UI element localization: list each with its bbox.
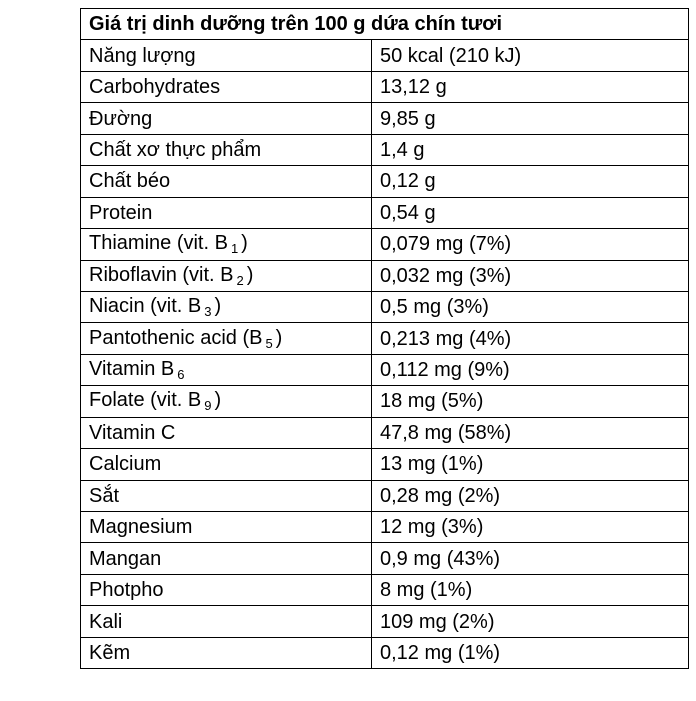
- nutrient-name: Niacin (vit. B: [89, 295, 202, 318]
- table-row: [81, 606, 689, 637]
- nutrient-name: Năng lượng: [89, 44, 196, 67]
- nutrient-subscript: 9: [204, 398, 212, 414]
- nutrient-value: 50 kcal (210 kJ): [372, 40, 689, 71]
- table-row: [81, 354, 689, 385]
- nutrient-name-suffix: ): [214, 389, 222, 412]
- nutrient-name: Vitamin B: [89, 358, 175, 381]
- table-row: [81, 166, 689, 197]
- table-row: [81, 417, 689, 448]
- nutrient-name-cell: [81, 71, 372, 102]
- nutrient-name-cell: [81, 323, 372, 354]
- nutrient-name: Kẽm: [89, 641, 131, 664]
- table-row: [81, 229, 689, 260]
- nutrient-name: Photpho: [89, 579, 164, 602]
- table-row: [81, 543, 689, 574]
- nutrient-value: 0,213 mg (4%): [372, 323, 689, 354]
- nutrient-subscript: 3: [204, 304, 212, 320]
- nutrient-value: 0,079 mg (7%): [372, 229, 689, 260]
- nutrient-name-suffix: ): [275, 326, 283, 349]
- nutrient-subscript: 5: [265, 335, 273, 351]
- table-title: Giá trị dinh dưỡng trên 100 g dứa chín tươi: [81, 9, 689, 40]
- nutrient-name-suffix: ): [246, 263, 254, 286]
- table-row: [81, 386, 689, 417]
- table-title-row: [81, 9, 689, 40]
- table-row: [81, 260, 689, 291]
- nutrient-name: Chất xơ thực phẩm: [89, 138, 262, 161]
- nutrient-value: 109 mg (2%): [372, 606, 689, 637]
- nutrient-name: Kali: [89, 610, 123, 633]
- nutrient-value: 0,12 mg (1%): [372, 637, 689, 668]
- nutrient-name: Sắt: [89, 484, 120, 507]
- nutrient-value: 0,112 mg (9%): [372, 354, 689, 385]
- nutrient-name-cell: [81, 229, 372, 260]
- nutrient-value: 9,85 g: [372, 103, 689, 134]
- nutrient-name-suffix: ): [241, 232, 248, 255]
- nutrient-name: Folate (vit. B: [89, 389, 202, 412]
- nutrient-value: 0,28 mg (2%): [372, 480, 689, 511]
- table-row: [81, 134, 689, 165]
- nutrient-value: 18 mg (5%): [372, 386, 689, 417]
- table-row: [81, 103, 689, 134]
- nutrition-table-body: [81, 9, 689, 669]
- nutrient-name: Đường: [89, 107, 153, 130]
- table-row: [81, 323, 689, 354]
- nutrient-name-cell: [81, 40, 372, 71]
- nutrient-name-cell: [81, 449, 372, 480]
- nutrient-name: Vitamin C: [89, 421, 176, 444]
- table-row: [81, 574, 689, 605]
- nutrient-name: Carbohydrates: [89, 76, 221, 99]
- nutrient-value: 13 mg (1%): [372, 449, 689, 480]
- nutrient-name: Pantothenic acid (B: [89, 326, 263, 349]
- nutrient-value: 13,12 g: [372, 71, 689, 102]
- nutrient-name-cell: [81, 260, 372, 291]
- nutrient-name-cell: [81, 480, 372, 511]
- table-row: [81, 512, 689, 543]
- nutrient-value: 8 mg (1%): [372, 574, 689, 605]
- nutrient-name-cell: [81, 197, 372, 228]
- nutrient-name-cell: [81, 291, 372, 322]
- nutrient-name-cell: [81, 574, 372, 605]
- nutrient-name-cell: [81, 134, 372, 165]
- nutrient-name: Calcium: [89, 453, 162, 476]
- nutrient-name-suffix: ): [214, 295, 222, 318]
- nutrient-name-cell: [81, 417, 372, 448]
- table-row: [81, 449, 689, 480]
- nutrient-name-cell: [81, 103, 372, 134]
- nutrient-name: Thiamine (vit. B: [89, 232, 228, 255]
- nutrient-value: 0,12 g: [372, 166, 689, 197]
- table-row: [81, 71, 689, 102]
- nutrient-value: 1,4 g: [372, 134, 689, 165]
- nutrient-value: 12 mg (3%): [372, 512, 689, 543]
- table-row: [81, 480, 689, 511]
- nutrient-name-cell: [81, 166, 372, 197]
- nutrient-subscript: 1: [230, 241, 239, 257]
- nutrient-name-cell: [81, 354, 372, 385]
- nutrient-value: 0,5 mg (3%): [372, 291, 689, 322]
- nutrient-name: Riboflavin (vit. B: [89, 263, 234, 286]
- nutrient-name: Magnesium: [89, 516, 193, 539]
- nutrient-name-cell: [81, 512, 372, 543]
- nutrient-name-cell: [81, 543, 372, 574]
- nutrient-value: 47,8 mg (58%): [372, 417, 689, 448]
- table-row: [81, 40, 689, 71]
- nutrient-name-cell: [81, 637, 372, 668]
- nutrient-value: 0,9 mg (43%): [372, 543, 689, 574]
- nutrient-name: Protein: [89, 201, 153, 224]
- nutrient-subscript: 2: [236, 272, 244, 288]
- nutrient-value: 0,54 g: [372, 197, 689, 228]
- table-row: [81, 197, 689, 228]
- table-row: [81, 637, 689, 668]
- nutrient-name-cell: [81, 386, 372, 417]
- nutrient-name-cell: [81, 606, 372, 637]
- nutrient-name: Mangan: [89, 547, 162, 570]
- nutrition-table: [80, 8, 689, 669]
- nutrient-name: Chất béo: [89, 170, 171, 193]
- nutrient-subscript: 6: [177, 367, 185, 383]
- table-row: [81, 291, 689, 322]
- nutrient-value: 0,032 mg (3%): [372, 260, 689, 291]
